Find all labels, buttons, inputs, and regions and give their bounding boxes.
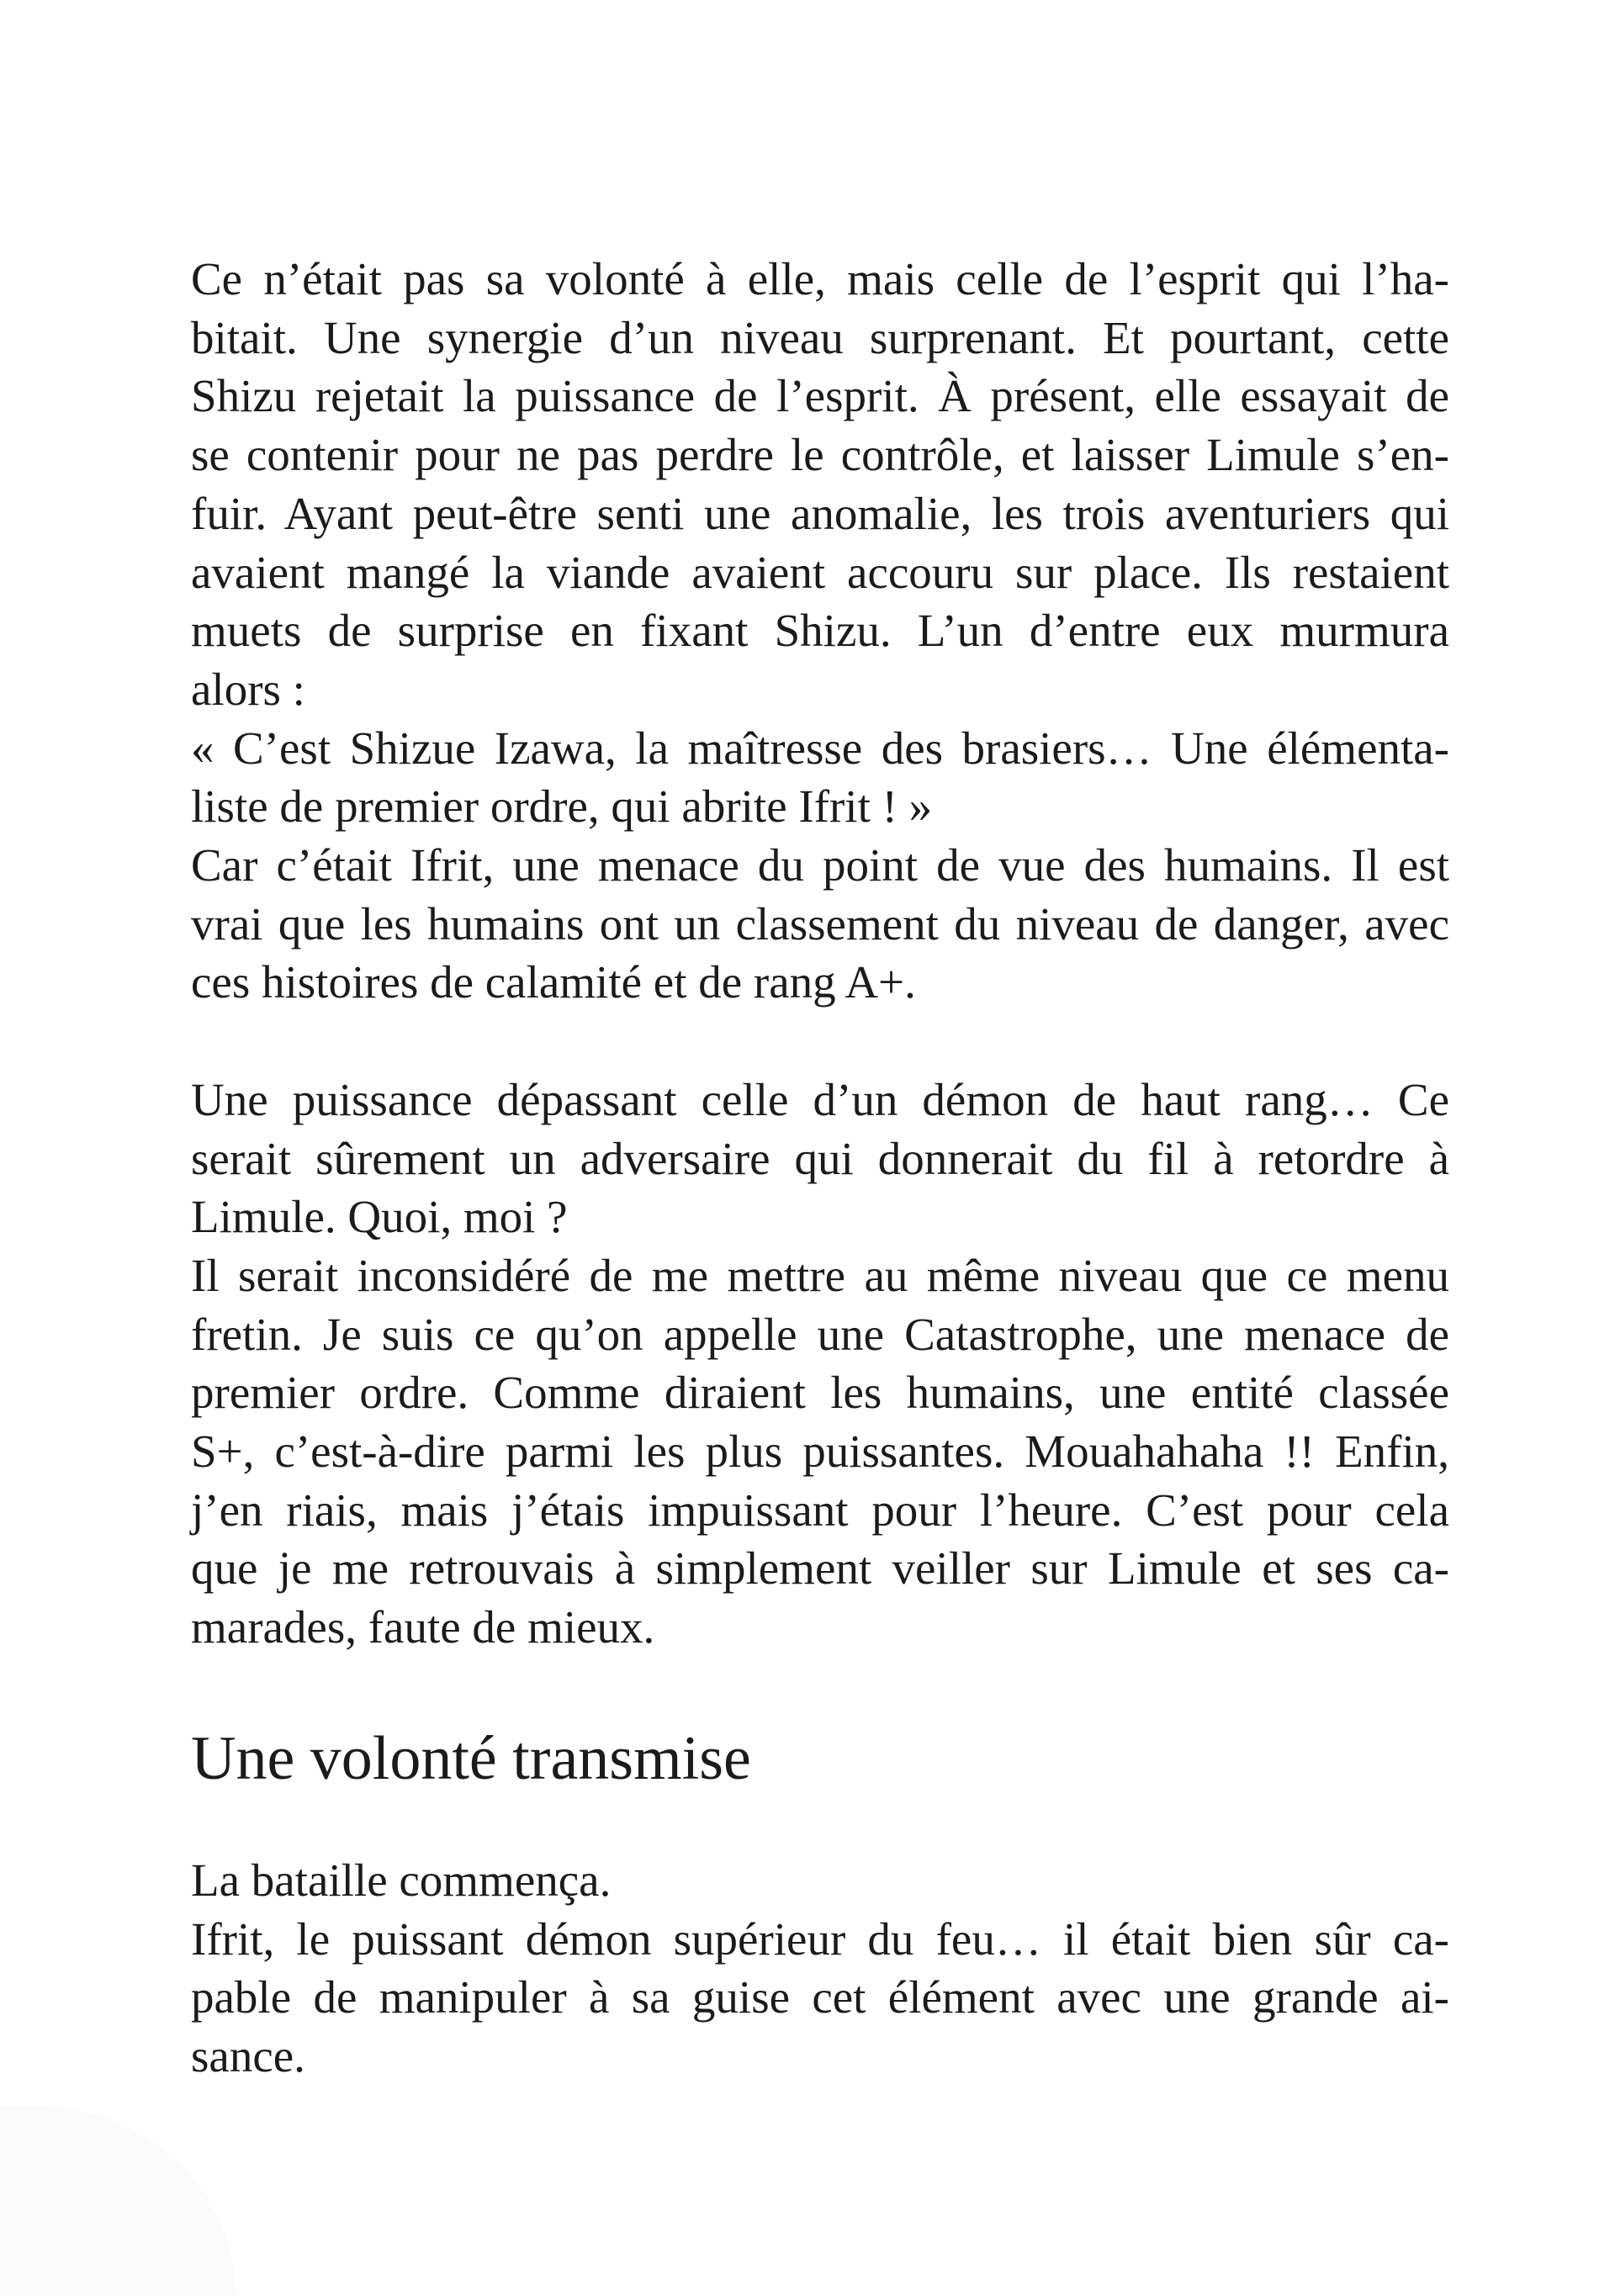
page-corner-shadow bbox=[0, 2107, 236, 2296]
section-heading: Une volonté transmise bbox=[191, 1723, 751, 1793]
text-line: se contenir pour ne pas perdre le contrôle, et laisser Limule s’en- bbox=[191, 429, 1449, 481]
paragraph-3 bbox=[191, 1851, 1449, 2086]
text-line: Ifrit, le puissant démon supérieur du feu… il était bien sûr ca- bbox=[191, 1912, 1449, 1965]
text-line: S+, c’est-à-dire parmi les plus puissantes. Mouahahaha !! Enfin, bbox=[191, 1426, 1449, 1478]
text-line: Limule. Quoi, moi ? bbox=[191, 1191, 568, 1243]
text-line: j’en riais, mais j’étais impuissant pour l’heure. C’est pour cela bbox=[191, 1484, 1449, 1536]
text-line: premier ordre. Comme diraient les humains, une entité classée bbox=[191, 1367, 1449, 1419]
text-line: Shizu rejetait la puissance de l’esprit. À présent, elle essayait de bbox=[191, 370, 1449, 422]
text-line: liste de premier ordre, qui abrite Ifrit ! » bbox=[191, 780, 933, 833]
text-line: alors : bbox=[191, 663, 305, 715]
text-line: sance. bbox=[191, 2029, 305, 2082]
text-line: ces histoires de calamité et de rang A+. bbox=[191, 956, 916, 1008]
text-column bbox=[191, 250, 1449, 2086]
text-line: avaient mangé la viande avaient accouru sur place. Ils restaient bbox=[191, 546, 1449, 598]
text-line: Ce n’était pas sa volonté à elle, mais celle de l’esprit qui l’ha- bbox=[191, 253, 1449, 304]
text-line: bitait. Une synergie d’un niveau surprenant. Et pourtant, cette bbox=[191, 311, 1449, 363]
text-line: marades, faute de mieux. bbox=[191, 1601, 655, 1653]
text-line: « C’est Shizue Izawa, la maîtresse des brasiers… Une élémenta- bbox=[191, 722, 1449, 774]
text-line: Il serait inconsidéré de me mettre au même niveau que ce menu bbox=[191, 1249, 1449, 1301]
paragraph-2 bbox=[191, 1071, 1449, 1657]
paragraph-1 bbox=[191, 250, 1449, 1012]
text-line: serait sûrement un adversaire qui donnerait du fil à retordre à bbox=[191, 1132, 1449, 1184]
text-line: La bataille commença. bbox=[191, 1854, 612, 1906]
text-line: Car c’était Ifrit, une menace du point de vue des humains. Il est bbox=[191, 839, 1449, 891]
paragraph-spacer bbox=[191, 1012, 1449, 1071]
text-line: pable de manipuler à sa guise cet élément avec une grande ai- bbox=[191, 1971, 1449, 2024]
text-line: fuir. Ayant peut-être senti une anomalie, les trois aventuriers qui bbox=[191, 487, 1449, 539]
text-line: que je me retrouvais à simplement veiller sur Limule et ses ca- bbox=[191, 1542, 1449, 1595]
text-line: Une puissance dépassant celle d’un démon de haut rang… Ce bbox=[191, 1073, 1449, 1125]
text-line: fretin. Je suis ce qu’on appelle une Catastrophe, une menace de bbox=[191, 1308, 1449, 1360]
text-line: vrai que les humains ont un classement du niveau de danger, avec bbox=[191, 897, 1449, 950]
text-line: muets de surprise en fixant Shizu. L’un d’entre eux murmura bbox=[191, 605, 1449, 657]
